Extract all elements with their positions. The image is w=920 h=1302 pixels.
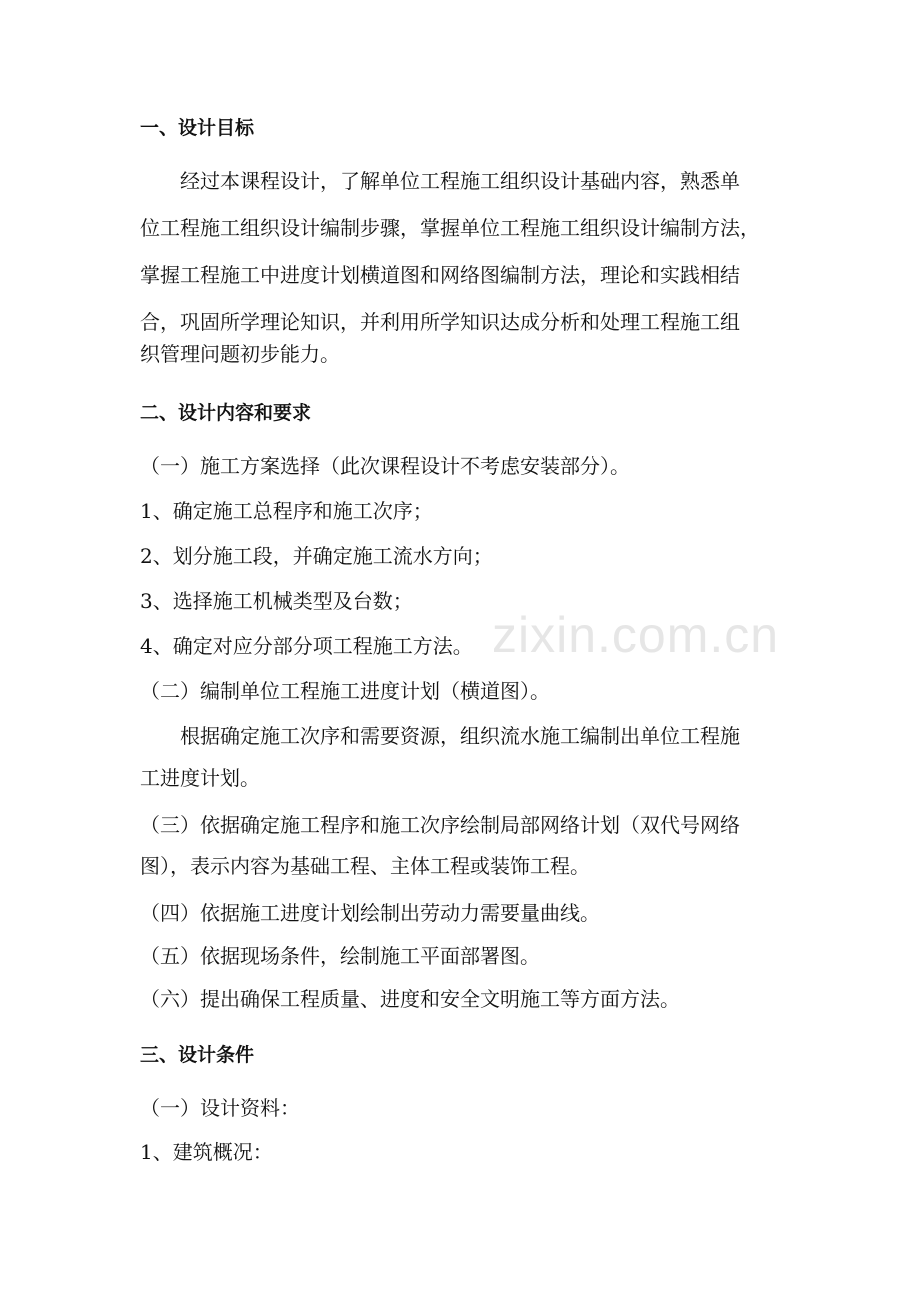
- subsection-title: （四）依据施工进度计划绘制出劳动力需要量曲线。: [140, 901, 600, 925]
- watermark: zixin.com.cn: [492, 607, 780, 663]
- list-item: 3、选择施工机械类型及台数；: [140, 589, 413, 613]
- paragraph-line: 经过本课程设计，了解单位工程施工组织设计基础内容，熟悉单: [180, 169, 740, 193]
- paragraph-line: 位工程施工组织设计编制步骤，掌握单位工程施工组织设计编制方法，: [140, 216, 760, 240]
- subsection-title: （六）提出确保工程质量、进度和安全文明施工等方面方法。: [140, 987, 680, 1011]
- paragraph-line: 工进度计划。: [140, 766, 260, 790]
- section-heading-conditions: 三、设计条件: [140, 1044, 255, 1066]
- subsection-title: （三）依据确定施工程序和施工次序绘制局部网络计划（双代号网络: [140, 813, 740, 837]
- paragraph-line: 合，巩固所学理论知识，并利用所学知识达成分析和处理工程施工组: [140, 310, 740, 334]
- section-heading-content: 二、设计内容和要求: [140, 402, 312, 424]
- paragraph-line: 根据确定施工次序和需要资源，组织流水施工编制出单位工程施: [180, 724, 740, 748]
- subsection-title: （一）施工方案选择（此次课程设计不考虑安装部分）。: [140, 454, 630, 478]
- list-item: 4、确定对应分部分项工程施工方法。: [140, 634, 473, 658]
- list-item: 1、确定施工总程序和施工次序；: [140, 499, 433, 523]
- paragraph-line: 织管理问题初步能力。: [140, 342, 340, 366]
- subsection-title: （二）编制单位工程施工进度计划（横道图）。: [140, 679, 550, 703]
- section-heading-goals: 一、设计目标: [140, 117, 255, 139]
- list-item: 1、建筑概况：: [140, 1140, 273, 1164]
- list-item: 2、划分施工段，并确定施工流水方向；: [140, 544, 493, 568]
- subsection-title: （一）设计资料：: [140, 1096, 300, 1120]
- paragraph-line: 图），表示内容为基础工程、主体工程或装饰工程。: [140, 854, 590, 878]
- paragraph-line: 掌握工程施工中进度计划横道图和网络图编制方法，理论和实践相结: [140, 263, 740, 287]
- subsection-title: （五）依据现场条件，绘制施工平面部署图。: [140, 944, 540, 968]
